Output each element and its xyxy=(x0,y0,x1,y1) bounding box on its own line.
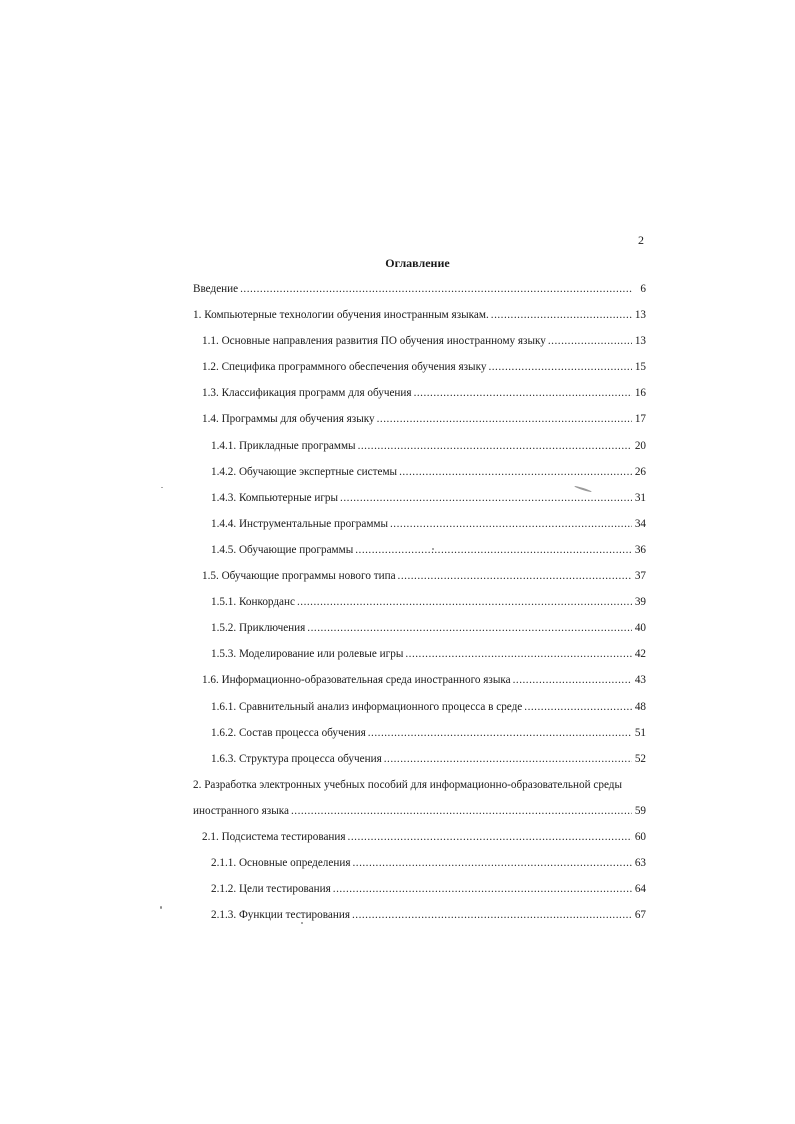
toc-entry-page: 16 xyxy=(634,387,646,400)
toc-entry-label: 1.4.3. Компьютерные игры xyxy=(211,491,339,504)
toc-entry-label: 1.4.5. Обучающие программы xyxy=(211,543,354,556)
dot-leader xyxy=(307,621,632,635)
toc-entry-label: 2.1.2. Цели тестирования xyxy=(211,883,331,896)
dot-leader xyxy=(297,595,632,609)
toc-entry-label: 1.1. Основные направления развития ПО обучения иностранному языку xyxy=(202,335,546,348)
dot-leader xyxy=(340,491,632,505)
dot-leader xyxy=(390,517,632,531)
toc-entry-label: 2.1.1. Основные определения xyxy=(211,857,351,870)
toc-entry-label: 1.4. Программы для обучения языку xyxy=(202,413,375,426)
toc-entry xyxy=(193,595,646,621)
toc-entry-label: 1.4.2. Обучающие экспертные системы xyxy=(211,465,398,478)
table-of-contents xyxy=(193,282,646,934)
dot-leader xyxy=(399,465,632,479)
toc-entry-page: 17 xyxy=(634,413,646,426)
toc-entry-page: 39 xyxy=(634,596,646,609)
toc-entry-page: 37 xyxy=(634,570,646,583)
toc-title: Оглавление xyxy=(385,256,450,270)
toc-entry xyxy=(193,726,646,752)
toc-entry-page: 6 xyxy=(640,283,646,295)
dot-leader xyxy=(513,673,632,687)
toc-entry-page: 36 xyxy=(634,543,646,556)
dot-leader xyxy=(491,308,632,322)
toc-entry xyxy=(193,700,646,726)
toc-entry-label: иностранного языка xyxy=(193,804,289,817)
toc-entry xyxy=(193,491,646,517)
toc-entry xyxy=(193,517,646,543)
dot-leader xyxy=(355,543,632,557)
toc-entry-label: 1.5.1. Конкорданс xyxy=(211,596,295,609)
dot-leader xyxy=(352,856,632,870)
toc-entry-page: 60 xyxy=(634,830,646,843)
dot-leader xyxy=(333,882,632,896)
dot-leader xyxy=(240,282,632,296)
toc-entry xyxy=(193,830,646,856)
toc-entry-page: 13 xyxy=(634,335,646,348)
scan-speck xyxy=(161,487,163,488)
toc-entry-label: 1.3. Классификация программ для обучения xyxy=(202,387,412,400)
page-number: 2 xyxy=(638,233,644,247)
toc-entry xyxy=(193,673,646,699)
toc-entry xyxy=(193,647,646,673)
toc-entry-page: 31 xyxy=(634,491,646,504)
dot-leader xyxy=(414,386,632,400)
toc-entry-label: 1.4.1. Прикладные программы xyxy=(211,439,356,452)
dot-leader xyxy=(405,647,632,661)
toc-entry xyxy=(193,778,646,804)
toc-entry-label: 1.6.3. Структура процесса обучения xyxy=(211,752,382,765)
toc-entry xyxy=(193,334,646,360)
dot-leader xyxy=(368,726,632,740)
scan-speck xyxy=(160,906,162,909)
toc-entry xyxy=(193,282,646,308)
toc-entry xyxy=(193,908,646,934)
toc-entry-page: 43 xyxy=(634,674,646,687)
toc-entry-label: 1. Компьютерные технологии обучения иностранным языкам. xyxy=(193,309,489,322)
toc-entry-label: 2.1.3. Функции тестирования xyxy=(211,909,350,922)
toc-entry xyxy=(193,412,646,438)
toc-entry-label: 1.5.2. Приключения xyxy=(211,622,306,635)
toc-entry xyxy=(193,439,646,465)
toc-entry-label: 1.5.3. Моделирование или ролевые игры xyxy=(211,648,404,661)
toc-entry-label: 1.6. Информационно-образовательная среда иностранного языка xyxy=(202,674,511,687)
toc-entry xyxy=(193,752,646,778)
toc-entry-label: 1.6.2. Состав процесса обучения xyxy=(211,726,366,739)
toc-entry xyxy=(193,856,646,882)
toc-entry xyxy=(193,804,646,830)
toc-entry-page: 52 xyxy=(634,752,646,765)
dot-leader xyxy=(352,908,632,922)
dot-leader xyxy=(488,360,632,374)
dot-leader xyxy=(398,569,632,583)
toc-entry-label: 2. Разработка электронных учебных пособий для информационно-образовательной среды xyxy=(193,778,622,791)
toc-entry-page: 64 xyxy=(634,883,646,896)
dot-leader xyxy=(348,830,632,844)
toc-entry-page: 13 xyxy=(634,309,646,322)
toc-entry-page: 15 xyxy=(634,361,646,374)
toc-entry xyxy=(193,308,646,334)
dot-leader xyxy=(291,804,632,818)
dot-leader xyxy=(358,439,632,453)
toc-entry-page: 67 xyxy=(634,909,646,922)
toc-entry-page: 42 xyxy=(634,648,646,661)
toc-entry xyxy=(193,882,646,908)
toc-entry-page: 63 xyxy=(634,857,646,870)
toc-entry-page: 59 xyxy=(634,804,646,817)
scan-speck xyxy=(432,548,434,550)
toc-entry-label: Введение xyxy=(193,283,239,295)
dot-leader xyxy=(548,334,632,348)
toc-entry xyxy=(193,386,646,412)
toc-entry-page: 51 xyxy=(634,726,646,739)
toc-entry-page: 34 xyxy=(634,517,646,530)
toc-entry-page: 20 xyxy=(634,439,646,452)
toc-entry-label: 1.2. Специфика программного обеспечения обучения языку xyxy=(202,361,487,374)
toc-entry-label: 1.5. Обучающие программы нового типа xyxy=(202,570,396,583)
scan-speck xyxy=(301,922,303,924)
toc-entry-page: 48 xyxy=(634,700,646,713)
toc-entry-label: 1.6.1. Сравнительный анализ информационного процесса в среде xyxy=(211,700,523,713)
toc-entry xyxy=(193,621,646,647)
dot-leader xyxy=(377,412,632,426)
toc-entry xyxy=(193,543,646,569)
toc-entry-label: 2.1. Подсистема тестирования xyxy=(202,830,346,843)
toc-entry-page: 40 xyxy=(634,622,646,635)
toc-entry-page: 26 xyxy=(634,465,646,478)
toc-entry-label: 1.4.4. Инструментальные программы xyxy=(211,517,388,530)
dot-leader xyxy=(524,700,632,714)
dot-leader xyxy=(384,752,632,766)
toc-entry xyxy=(193,360,646,386)
toc-entry xyxy=(193,569,646,595)
